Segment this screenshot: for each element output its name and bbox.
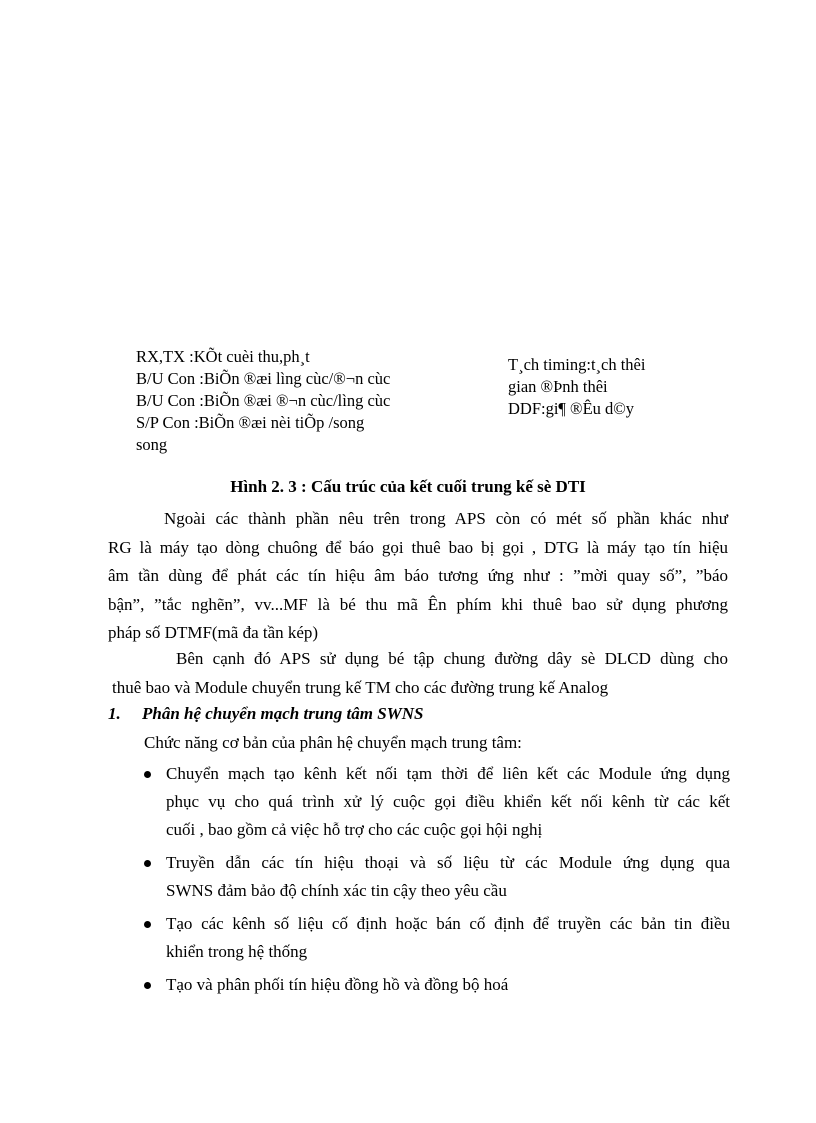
- paragraph-line: thuê bao và Module chuyển trung kế TM cho các đường trung kế Analog: [112, 677, 609, 697]
- section-heading: [108, 704, 424, 724]
- paragraph-other-components: [108, 505, 728, 648]
- paragraph-line: bận”, ”tắc nghẽn”, vv...MF là bé thu mã Ên phím khi thuê bao sử dụng phương: [108, 594, 728, 614]
- figure-legend-right: [508, 354, 708, 420]
- legend-line: B/U Con :BiÕn ®æi lìng cùc/®¬n cùc: [136, 369, 391, 388]
- list-item: [142, 971, 730, 999]
- list-item: [142, 910, 730, 966]
- legend-line: T¸ch timing:t¸ch thêi: [508, 355, 646, 374]
- paragraph-dlcd: [108, 645, 728, 702]
- paragraph-line: Bên cạnh đó APS sử dụng bé tập chung đường dây sè DLCD dùng cho: [176, 649, 728, 668]
- paragraph-line: pháp số DTMF(mã đa tần kép): [108, 623, 319, 642]
- list-item-line: Tạo các kênh số liệu cố định hoặc bán cố định để truyền các bản tin điều: [166, 914, 730, 933]
- bullet-icon: [144, 982, 151, 989]
- legend-line: S/P Con :BiÕn ®æi nèi tiÕp /song: [136, 413, 365, 432]
- legend-line: song: [136, 435, 168, 454]
- list-item-line: SWNS đảm bảo độ chính xác tin cậy theo yêu cầu: [166, 881, 507, 900]
- bullet-icon: [144, 771, 151, 778]
- section-number: 1.: [108, 704, 121, 723]
- list-item-line: phục vụ cho quá trình xử lý cuộc gọi điều khiển kết nối kênh từ các kết: [166, 792, 730, 811]
- paragraph-line: âm tần dùng để phát các tín hiệu âm báo tương ứng như : ”mời quay số”, ”báo: [108, 566, 728, 585]
- paragraph-line: Ngoài các thành phần nêu trên trong APS còn có mét số phần khác như: [164, 509, 728, 528]
- legend-line: B/U Con :BiÕn ®æi ®¬n cùc/lìng cùc: [136, 391, 391, 410]
- list-item-line: khiển trong hệ thống: [166, 942, 308, 961]
- section-title: Phân hệ chuyển mạch trung tâm SWNS: [142, 704, 424, 723]
- section-intro: Chức năng cơ bản của phân hệ chuyển mạch trung tâm:: [144, 733, 522, 752]
- list-item: [142, 760, 730, 844]
- list-item-line: cuối , bao gồm cả việc hỗ trợ cho các cuộc gọi hội nghị: [166, 820, 543, 839]
- legend-line: DDF:gi¶ ®Êu d©y: [508, 399, 635, 418]
- bullet-list: [142, 760, 730, 1004]
- legend-line: gian ®Þnh thêi: [508, 377, 608, 396]
- figure-legend-left: [136, 346, 456, 454]
- list-item-line: Chuyển mạch tạo kênh kết nối tạm thời để liên kết các Module ứng dụng: [166, 764, 730, 783]
- bullet-icon: [144, 921, 151, 928]
- paragraph-line: RG là máy tạo dòng chuông để báo gọi thuê bao bị gọi , DTG là máy tạo tín hiệu: [108, 537, 728, 557]
- list-item-line: Tạo và phân phối tín hiệu đồng hồ và đồng bộ hoá: [166, 975, 509, 994]
- list-item-line: Truyền dẫn các tín hiệu thoại và số liệu từ các Module ứng dụng qua: [166, 853, 730, 872]
- list-item: [142, 849, 730, 905]
- figure-caption: Hình 2. 3 : Cấu trúc của kết cuối trung kế sè DTI: [230, 477, 586, 496]
- legend-line: RX,TX :KÕt cuèi thu,ph¸t: [136, 347, 310, 366]
- bullet-icon: [144, 860, 151, 867]
